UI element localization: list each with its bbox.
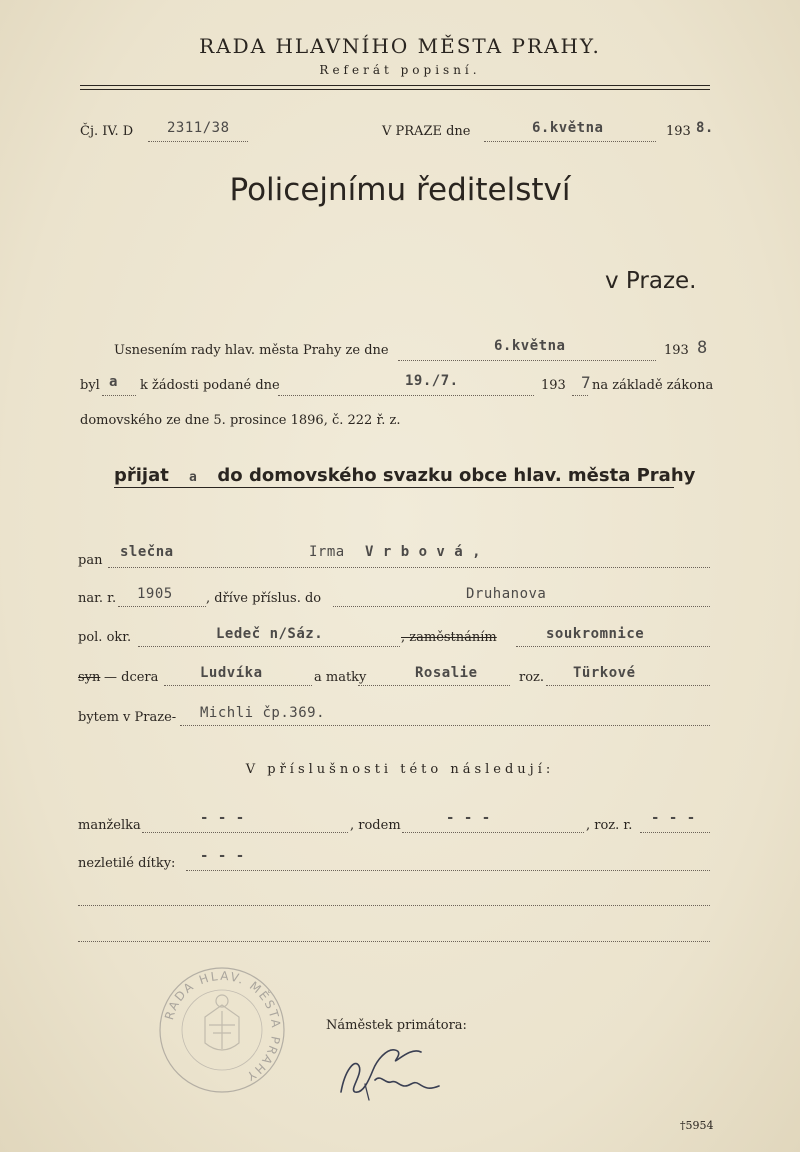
label-rodem: , rodem [350,818,401,833]
place-label: V PRAZE dne [382,124,471,139]
dependents-dots-2 [186,870,710,871]
resolution-year-digit-2: 7 [581,373,592,392]
heading-underline [114,487,674,488]
blank-line-1 [78,905,710,906]
resolution-year-digit-1: 8 [697,338,708,358]
person-dots-4b [358,685,510,686]
handwritten-signature [335,1040,445,1104]
occupation: soukromnice [546,626,645,642]
dependents-heading: V příslušnosti této následují: [245,762,555,777]
resolution-date-1: 6.května [494,338,566,354]
label-pan: pan [78,553,103,568]
heading-part2: do domovského svazku obce hlav. města Prahy [217,465,696,486]
residence: Michli čp.369. [200,705,326,721]
former-domicile: Druhanova [466,586,547,602]
person-dots-3b [516,646,710,647]
born-value: - - - [446,810,491,826]
header-title: RADA HLAVNÍHO MĚSTA PRAHY. [199,34,601,58]
person-dots-3a [138,646,400,647]
form-number: †5954 [680,1119,714,1132]
label-roz: roz. [519,670,545,685]
mother: Rosalie [415,665,478,681]
resolution-dots-2b [278,395,534,396]
resolution-date-2: 19./7. [405,373,459,389]
acceptance-heading [114,465,695,486]
resolution-year-prefix-1: 193 [664,343,689,358]
label-roz-r: , roz. r. [586,818,633,833]
resolution-year-prefix-2: 193 [541,378,566,393]
cj-dots [148,141,248,142]
stamp-text: RADA HLAV. MĚSTA PRAHY [162,968,284,1085]
header-rule-top [80,85,710,86]
heading-part1: přijat [114,465,169,486]
city-stamp [157,965,287,1095]
dependents-dots-1c [640,832,710,833]
person-dots-4a [164,685,312,686]
father: Ludvíka [200,665,263,681]
cj-label: Čj. IV. D [80,124,134,139]
resolution-text-3: domovského ze dne 5. prosince 1896, č. 222 ř. z. [80,413,401,428]
blank-line-2 [78,941,710,942]
resolution-dots-1 [398,360,656,361]
birth-year: 1905 [137,586,173,602]
wife-value: - - - [200,810,245,826]
label-zamestnani-text: , zaměstnáním [401,630,497,645]
label-manzelka: manželka [78,818,141,833]
person-dots-2a [118,606,206,607]
person-first-name: Irma [309,544,345,560]
label-ditky: nezletilé dítky: [78,856,176,871]
date-dots [484,141,656,142]
person-dots-1 [108,567,710,568]
label-drive: , dříve příslus. do [206,591,322,606]
resolution-dots-2a [102,395,136,396]
resolution-text-1: Usnesením rady hlav. města Prahy ze dne [114,343,389,358]
children-value: - - - [200,848,245,864]
mother-maiden: Türkové [573,665,636,681]
dependents-dots-1a [142,832,348,833]
cj-value: 2311/38 [167,120,230,136]
resolution-text-2b: k žádosti podané dne [140,378,280,393]
heading-fill: a [188,470,198,485]
person-dots-5 [180,725,710,726]
resolution-fill-2a: a [109,374,118,390]
person-surname: V r b o v á , [365,544,482,560]
year-value: - - - [651,810,696,826]
signature-label: Náměstek primátora: [326,1018,467,1033]
year-prefix: 193 [666,124,691,139]
dependents-dots-1b [402,832,584,833]
label-nar: nar. r. [78,591,117,606]
addressee: Policejnímu ředitelství [229,172,571,208]
district: Ledeč n/Sáz. [216,626,324,642]
header-subtitle: Referát popisní. [319,63,481,77]
resolution-text-2c: na základě zákona [592,378,714,393]
resolution-text-2a: byl [80,378,100,393]
label-matky: a matky [314,670,367,685]
label-pol-okr: pol. okr. [78,630,132,645]
date-value: 6.května [532,120,604,136]
person-title: slečna [120,544,174,560]
label-syn [78,670,100,685]
person-dots-2b [333,606,710,607]
label-dcera: — dcera [104,670,159,685]
person-dots-4c [546,685,710,686]
city: v Praze. [605,268,697,294]
label-bytem: bytem v Praze- [78,710,177,725]
year-digit: 8. [696,120,714,136]
resolution-dots-2c [572,395,588,396]
header-rule-bottom [80,89,710,90]
label-zamestnani [401,630,497,645]
label-syn-text: syn [78,670,101,685]
